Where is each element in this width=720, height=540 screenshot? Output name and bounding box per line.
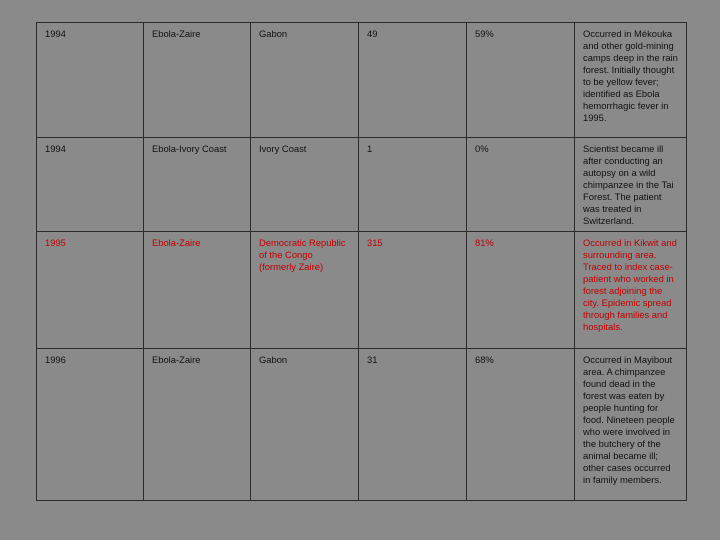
reported-cases-cell: 49 [359, 23, 467, 138]
country-cell: Ivory Coast [251, 138, 359, 232]
reported-cases-cell: 315 [359, 232, 467, 349]
fatality-rate-cell: 59% [467, 23, 575, 138]
table-row [37, 349, 687, 501]
virus-subtype-cell: Ebola-Zaire [144, 349, 251, 501]
reported-cases-cell: 1 [359, 138, 467, 232]
virus-subtype-cell: Ebola-Zaire [144, 232, 251, 349]
fatality-rate-cell: 68% [467, 349, 575, 501]
situation-notes-cell: Scientist became ill after conducting an autopsy on a wild chimpanzee in the Tai Forest. The patient was treated in Switzerland. [575, 138, 687, 232]
year-cell: 1994 [37, 138, 144, 232]
virus-subtype-cell: Ebola-Ivory Coast [144, 138, 251, 232]
table-row [37, 138, 687, 232]
year-cell: 1994 [37, 23, 144, 138]
ebola-outbreak-table [36, 22, 687, 501]
situation-notes-cell: Occurred in Mékouka and other gold-mining camps deep in the rain forest. Initially thought to be yellow fever; identified as Ebola hemorrhagic fever in 1995. [575, 23, 687, 138]
year-cell: 1995 [37, 232, 144, 349]
table-row [37, 23, 687, 138]
outbreak-table-container [36, 22, 686, 501]
virus-subtype-cell: Ebola-Zaire [144, 23, 251, 138]
fatality-rate-cell: 81% [467, 232, 575, 349]
fatality-rate-cell: 0% [467, 138, 575, 232]
table-row-highlighted [37, 232, 687, 349]
situation-notes-cell: Occurred in Mayibout area. A chimpanzee found dead in the forest was eaten by people hunting for food. Nineteen people who were involved in the butchery of the animal became ill; other cases occurred in family members. [575, 349, 687, 501]
reported-cases-cell: 31 [359, 349, 467, 501]
situation-notes-cell: Occurred in Kikwit and surrounding area. Traced to index case-patient who worked in forest adjoining the city. Epidemic spread through families and hospitals. [575, 232, 687, 349]
country-cell: Gabon [251, 349, 359, 501]
country-cell: Gabon [251, 23, 359, 138]
year-cell: 1996 [37, 349, 144, 501]
country-cell: Democratic Republic of the Congo (formerly Zaire) [251, 232, 359, 349]
